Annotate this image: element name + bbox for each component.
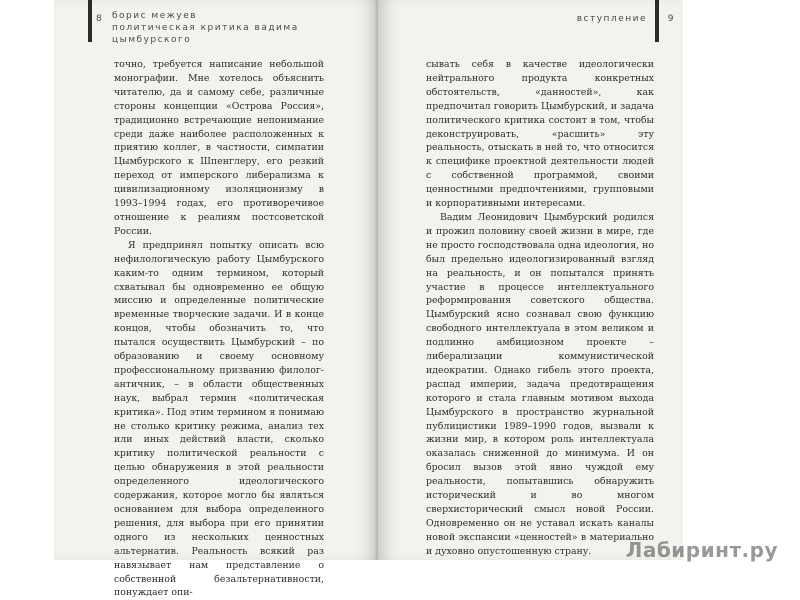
- right-body-text: [426, 58, 654, 559]
- right-page: [378, 0, 683, 560]
- left-body-text: [114, 58, 324, 600]
- labirint-watermark: Лабиринт.ру: [625, 538, 778, 562]
- left-page-number: 8: [96, 14, 104, 24]
- left-running-head: [112, 10, 378, 46]
- paragraph: Я предпринял попытку описать всю нефилологическую работу Цымбурского каким-то одним термином, который схватывал бы одновременно ее общую миссию и определенные политические временные творческие задачи. И в конце концов, чтобы обозначить то, что пытался осуществить Цымбурский – по образованию и своему основному профессиональному призванию филолог-античник, – в области общественных наук, выбрал термин «политическая критика». Под этим термином я понимаю не столько критику режима, анализ тех или иных действий власти, сколько критику политической реальности с целью обнаружения в этой реальности определенного идеологического содержания, которое могло бы являться основанием для выбора определенного решения, для выбора при его принятии одного из нескольких ценностных альтернатив. Реальность всякий раз навязывает нам представление о собственной безальтернативности, понуждает опи-: [114, 239, 324, 599]
- page-tab-marker: [88, 0, 92, 42]
- paragraph: точно, требуется написание небольшой монографии. Мне хотелось объяснить читателю, да и самому себе, различные стороны концепции «Острова Россия», традиционно встречающие непонимание среди даже наиболее расположенных к приятию коллег, в частности, симпатии Цымбурского к Шпенглеру, его резкий переход от имперского либерализма к цивилизационному изоляционизму в 1993–1994 годах, его противоречивое отношение к реалиям постсоветской России.: [114, 59, 324, 237]
- right-page-number: 9: [667, 14, 675, 24]
- paragraph: сывать себя в качестве идеологически нейтрального продукта конкретных обстоятельств, «данностей», как предпочитал говорить Цымбурский, и задача политического критика состоит в том, чтобы деконструировать, «расшить» эту реальность, отыскать в ней то, что относится к специфике проектной деятельности людей с собственной программой, своими ценностными предпочтениями, групповыми и корпоративными интересами.: [426, 59, 654, 210]
- running-head-author: борис межуев: [112, 11, 198, 21]
- left-page: [54, 0, 378, 599]
- running-head-title: политическая критика вадима цымбурского: [112, 23, 299, 45]
- paragraph: Вадим Леонидович Цымбурский родился и прожил половину своей жизни в мире, где не просто господствовала одна идеология, но был предельно идеологизированный взгляд на реальность, и он попытался принять участие в процессе интеллектуального реформирования советского общества. Цымбурский ясно сознавал свою функцию свободного интеллектуала в этом великом и подлинно амбициозном проекте – либерализации коммунистической идеократии. Однако гибель этого проекта, распад империи, задача предотвращения которого и стала главным мотивом выхода Цымбурского в пространство журнальной публицистики 1989–1990 годов, вызвали к жизни мир, в котором роль интеллектуала оказалась сниженной до минимума. И он бросил вызов этой явно чуждой ему реальности, попытавшись обнаружить исторический и во многом сверхисторический смысл новой России. Одновременно он не уставал искать каналы новой экспансии «ценностей» в материально и духовно опустошенную страну.: [426, 211, 654, 557]
- right-running-head: вступление: [576, 14, 647, 24]
- page-tab-marker: [655, 0, 659, 42]
